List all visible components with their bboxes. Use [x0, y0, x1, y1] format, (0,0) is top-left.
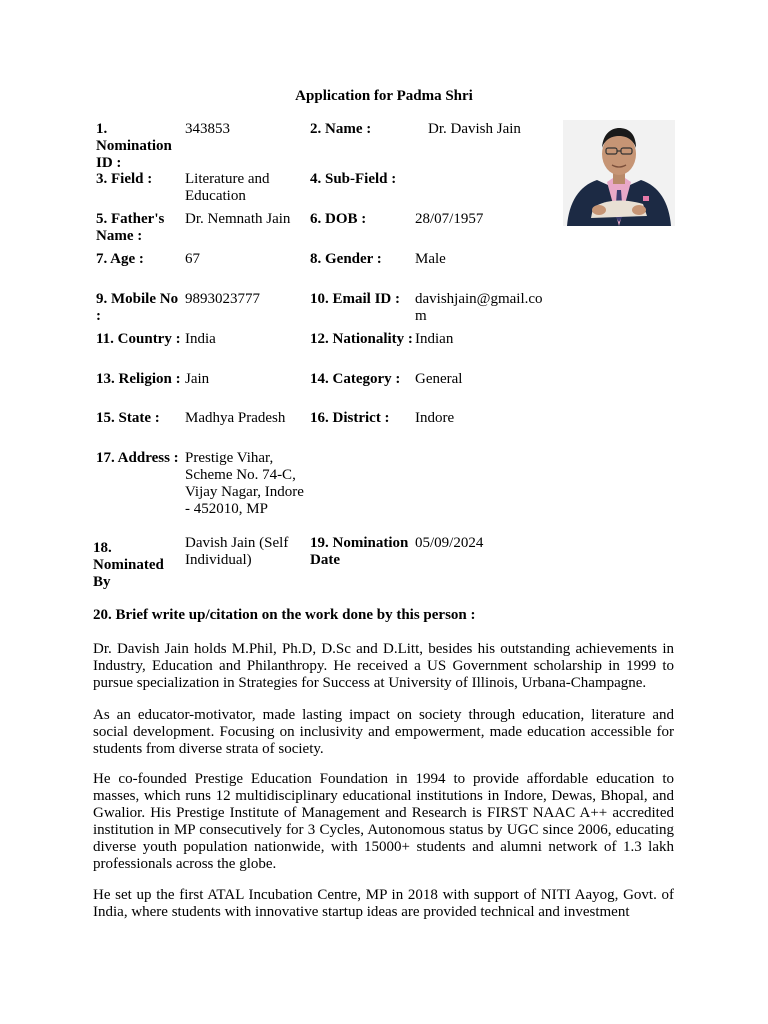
dob-value: 28/07/1957 — [415, 211, 484, 227]
field-label: 3. Field : — [96, 171, 153, 187]
gender-value: Male — [415, 251, 446, 267]
page-title: Application for Padma Shri — [295, 88, 473, 104]
age-label: 7. Age : — [96, 251, 144, 267]
country-label: 11. Country : — [96, 331, 181, 347]
nationality-value: Indian — [415, 331, 454, 347]
nomination-date-label: 19. Nomination Date — [310, 535, 409, 568]
citation-paragraph: He set up the first ATAL Incubation Centre, MP in 2018 with support of NITI Aayog, Govt. of India, where students with innovative startup ideas are provided technical and investment — [93, 887, 674, 920]
father-name-label: 5. Father's Name : — [96, 211, 165, 244]
category-label: 14. Category : — [310, 371, 401, 387]
nominee-photo — [563, 120, 675, 226]
sub-field-label: 4. Sub-Field : — [310, 171, 397, 187]
name-value: Dr. Davish Jain — [428, 121, 521, 137]
nomination-id-label: 1. Nomination ID : — [96, 121, 172, 171]
religion-value: Jain — [185, 371, 210, 387]
country-value: India — [185, 331, 216, 347]
district-label: 16. District : — [310, 410, 390, 426]
citation-paragraph: As an educator-motivator, made lasting impact on society through education, literature and social development. Focusing on inclusivity and empowerment, made education accessible for students from diverse strata of society. — [93, 707, 674, 757]
email-label: 10. Email ID : — [310, 291, 400, 307]
nominated-by-value: Davish Jain (Self Individual) — [185, 535, 289, 568]
nominated-by-label: 18. Nominated By — [93, 540, 164, 590]
address-value: Prestige Vihar, Scheme No. 74-C, Vijay Nagar, Indore - 452010, MP — [185, 450, 304, 517]
mobile-label: 9. Mobile No : — [96, 291, 179, 324]
religion-label: 13. Religion : — [96, 371, 181, 387]
email-value: davishjain@gmail.com — [415, 291, 543, 324]
mobile-value: 9893023777 — [185, 291, 260, 307]
citation-paragraph: Dr. Davish Jain holds M.Phil, Ph.D, D.Sc and D.Litt, besides his outstanding achievements in Industry, Education and Philanthropy. He received a US Government scholarship in 1999 to pursue specialization in Strategies for Success at University of Illinois, Urbana-Champagne. — [93, 641, 674, 691]
nationality-label: 12. Nationality : — [310, 331, 413, 347]
age-value: 67 — [185, 251, 200, 267]
citation-heading: 20. Brief write up/citation on the work done by this person : — [93, 607, 476, 623]
nomination-date-value: 05/09/2024 — [415, 535, 484, 551]
dob-label: 6. DOB : — [310, 211, 367, 227]
category-value: General — [415, 371, 463, 387]
state-value: Madhya Pradesh — [185, 410, 286, 426]
field-value: Literature and Education — [185, 171, 270, 204]
name-label: 2. Name : — [310, 121, 372, 137]
father-name-value: Dr. Nemnath Jain — [185, 211, 291, 227]
district-value: Indore — [415, 410, 455, 426]
nomination-id-value: 343853 — [185, 121, 230, 137]
citation-paragraph: He co-founded Prestige Education Foundation in 1994 to provide affordable education to masses, which runs 12 multidisciplinary educational institutions in Indore, Dewas, Bhopal, and Gwalior. His Prestige Institute of Management and Research is FIRST NAAC A++ accredited institution in MP consecutively for 3 Cycles, Autonomous status by UGC since 2006, educating diverse youth population nationwide, with 15000+ students and alumni network of 1.3 lakh professionals across the globe. — [93, 771, 674, 872]
address-label: 17. Address : — [96, 450, 179, 466]
state-label: 15. State : — [96, 410, 160, 426]
gender-label: 8. Gender : — [310, 251, 382, 267]
